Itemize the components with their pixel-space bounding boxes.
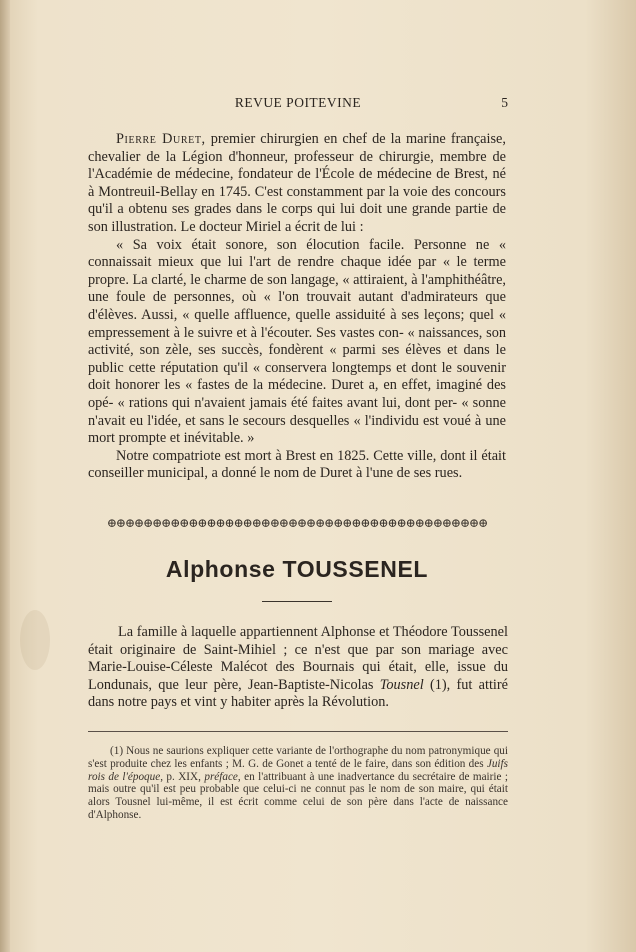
duret-intro-text: premier chirurgien en chef de la marine française, chevalier de la Légion d'honneur, professeur de chirurgie, membre de l'Académie de médecine, fondateur de l'École de médecine de Brest, né à Montreuil-Bellay en 1745. C'est constamment par la voie des concours qu'il a obtenu ses grades dans le corps qui lui doit une grande partie de son illustration. Le docteur Miriel a écrit de lui : — [88, 131, 506, 235]
footnote-preface: préface — [204, 770, 238, 783]
duret-closing-paragraph: Notre compatriote est mort à Brest en 1825. Cette ville, dont il était conseiller municipal, a donné le nom de Duret à l'une de ses rues. — [88, 447, 506, 482]
paper-stain — [20, 610, 50, 670]
article-body — [88, 624, 508, 712]
footnote-book-title: Juifs rois de l'époque — [88, 757, 508, 783]
page-number: 5 — [501, 95, 508, 110]
footnote-paragraph — [88, 745, 508, 822]
running-title: REVUE POITEVINE — [234, 95, 362, 110]
ornamental-divider: ⊕⊕⊕⊕⊕⊕⊕⊕⊕⊕⊕⊕⊕⊕⊕⊕⊕⊕⊕⊕⊕⊕⊕⊕⊕⊕⊕⊕⊕⊕⊕⊕⊕⊕⊕⊕⊕⊕⊕⊕⊕⊕ — [106, 517, 488, 529]
footnote-rule — [88, 731, 508, 732]
footnote — [88, 745, 508, 822]
article-title: Alphonse TOUSSENEL — [165, 556, 429, 582]
article-text-after: (1), fut attiré dans notre pays et vint y habiter après la Révolution. — [88, 676, 508, 711]
title-rule — [262, 601, 332, 602]
surname-italic: Tousnel — [379, 676, 424, 693]
footnote-part2: , p. XIX, — [160, 770, 205, 783]
page-header — [88, 95, 508, 115]
duret-section — [88, 131, 506, 483]
duret-name: Pierre Duret, — [116, 131, 206, 147]
page-edge — [0, 0, 10, 952]
footnote-part3: , en l'attribuant à une inadvertance du secrétaire de mairie ; mais outre qu'il est peu probable que celui-ci ne connut pas le nom de son maire, qui était alors Tousnel lui-même, il est écrit comme celui de son père dans l'acte de naissance d'Alphonse. — [88, 770, 508, 821]
article-text-before: La famille à laquelle appartiennent Alphonse et Théodore Toussenel était originaire de Saint-Mihiel ; ce n'est que par son mariage avec Marie-Louise-Céleste Malécot des Bournais qui était, elle, issue du Londunais, que leur père, Jean-Baptiste-Nicolas — [88, 624, 508, 693]
footnote-part1: (1) Nous ne saurions expliquer cette variante de l'orthographe du nom patronymique qui s'est produite chez les enfants ; M. G. de Gonet a tenté de le faire, dans son édition des — [88, 745, 508, 770]
miriel-quote: « Sa voix était sonore, son élocution facile. Personne ne « connaissait mieux que lui l'art de rendre chaque idée par « le terme propre. La clarté, le charme de son langage, « attiraient, à l'amphithéâtre, une foule de personnes, où « l'on trouvait autant d'admirateurs que d'élèves. Aussi, « quelle affluence, quelle assiduité à ses leçons; quel « empressement à le suivre et à l'écouter. Ses vastes con- « naissances, son activité, son zèle, ses succès, fondèrent « parmi ses élèves et dans le public cette réputation qu'il « conservera longtemps et dont le souvenir doit honorer les « fastes de la médecine. Duret a, en effet, imaginé des opé- « rations qui n'avaient jamais été faites avant lui, dont per- « sonne n'avait eu l'idée, et sans le secours desquelles « l'individu est voué à une mort prompte et inévitable. » — [88, 236, 506, 447]
duret-intro-paragraph — [88, 131, 506, 237]
article-paragraph — [88, 624, 508, 712]
